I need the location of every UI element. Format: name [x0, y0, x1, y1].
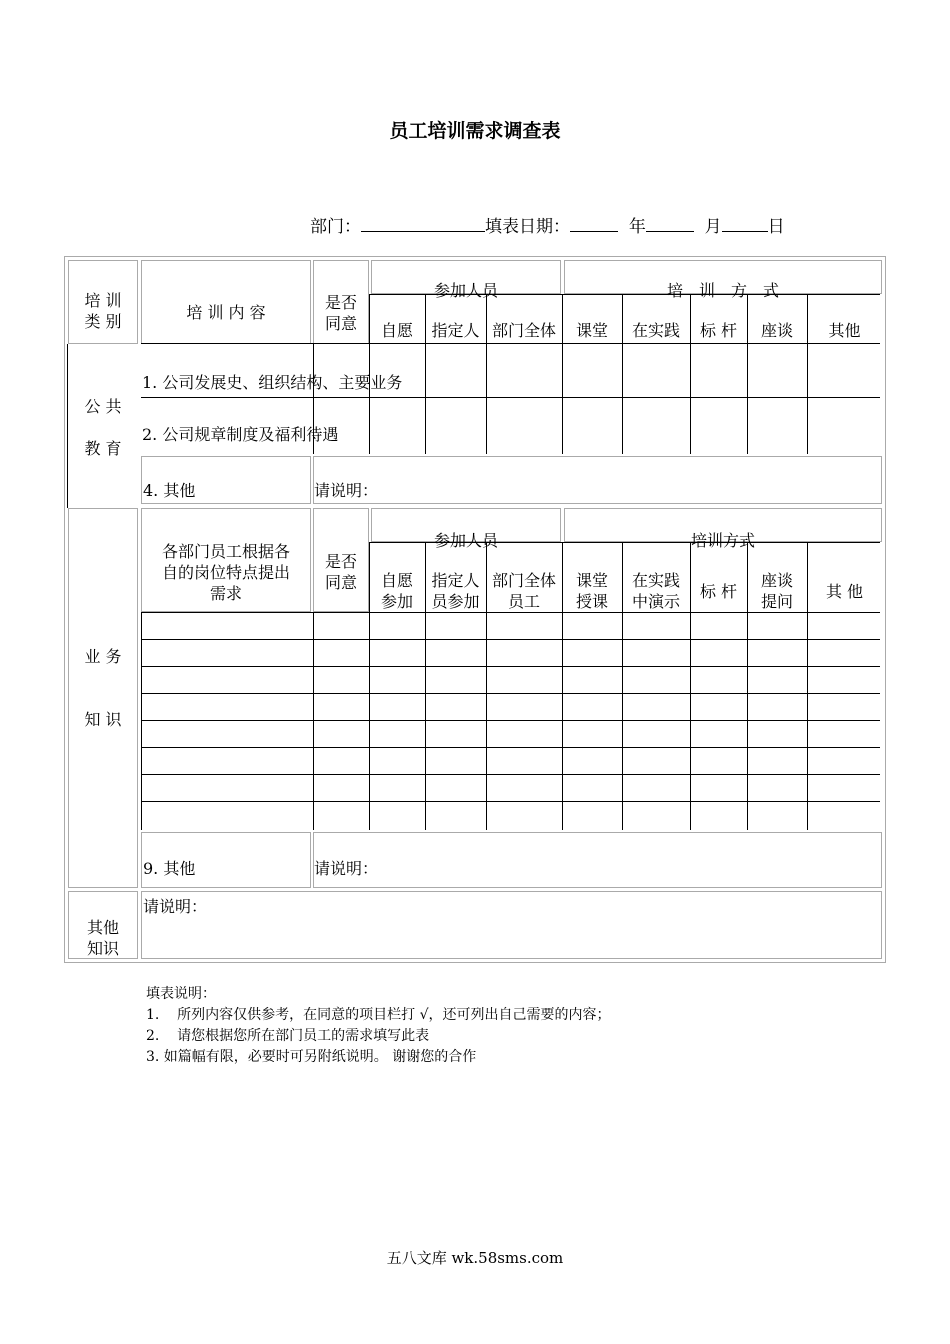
public-explain-label: 请说明： — [314, 481, 379, 500]
grid-line — [141, 639, 880, 640]
form-title: 员工培训需求调查表 — [389, 120, 561, 142]
other-explain-cell[interactable] — [141, 891, 882, 959]
business-option-other: 其 他 — [825, 582, 864, 601]
day-field[interactable] — [722, 215, 768, 232]
business-content-header: 各部门员工根据各 自的岗位特点提出 需求 — [161, 542, 290, 603]
grid-line — [313, 344, 314, 454]
grid-line — [622, 294, 623, 454]
option-practice: 在实践 — [631, 321, 680, 340]
option-whole-dept: 部门全体 — [491, 321, 556, 340]
participants-group-header: 参加人员 — [433, 281, 498, 300]
grid-line — [807, 294, 808, 454]
public-item-2: 2. 公司规章制度及福利待遇 — [142, 425, 339, 444]
year-label: 年 — [628, 217, 646, 237]
grid-line — [369, 294, 880, 295]
grid-line — [807, 542, 808, 830]
instruction-item: 1. 所列内容仅供参考，在同意的项目栏打 √，还可列出自己需要的内容； — [146, 1007, 611, 1023]
grid-line — [141, 666, 880, 667]
option-voluntary: 自愿 — [380, 321, 413, 340]
content-header: 培 训 内 容 — [186, 303, 266, 322]
option-benchmark: 标 杆 — [699, 321, 738, 340]
grid-line — [562, 294, 563, 454]
grid-line — [141, 720, 880, 721]
grid-line — [313, 612, 314, 830]
grid-line — [67, 344, 68, 508]
method-group-header: 培 训 方 式 — [666, 281, 779, 300]
business-other-label: 9. 其他 — [143, 859, 196, 878]
grid-line — [141, 774, 880, 775]
grid-line — [425, 294, 426, 454]
business-option-forum: 座谈 提问 — [760, 571, 793, 611]
grid-line — [141, 693, 880, 694]
footer-watermark: 五八文库 wk.58sms.com — [386, 1249, 564, 1267]
grid-line — [141, 397, 880, 398]
day-label: 日 — [767, 217, 785, 237]
option-forum: 座谈 — [760, 321, 793, 340]
public-explain-cell[interactable] — [313, 456, 882, 504]
grid-line — [369, 294, 370, 454]
business-explain-cell[interactable] — [313, 832, 882, 888]
option-assigned: 指定人 — [431, 321, 480, 340]
public-education-label: 公 共 教 育 — [84, 397, 122, 458]
year-field[interactable] — [570, 215, 618, 232]
form-header — [310, 212, 785, 237]
instructions — [146, 984, 611, 1068]
business-knowledge-label: 业 务 知 识 — [84, 647, 122, 729]
business-explain-label: 请说明： — [314, 859, 379, 878]
public-item-1: 1. 公司发展史、组织结构、主要业务 — [142, 373, 403, 392]
business-option-benchmark: 标 杆 — [699, 582, 738, 601]
grid-line — [690, 542, 691, 830]
date-label: 填表日期： — [485, 217, 570, 237]
grid-line — [141, 343, 880, 344]
grid-line — [141, 612, 880, 613]
public-other-label: 4. 其他 — [143, 481, 196, 500]
grid-line — [747, 294, 748, 454]
month-field[interactable] — [646, 215, 694, 232]
grid-line — [141, 612, 142, 830]
grid-line — [690, 294, 691, 454]
other-knowledge-label: 其他 知识 — [86, 918, 119, 958]
business-option-voluntary: 自愿 参加 — [380, 571, 413, 611]
agree-header: 是否 同意 — [324, 293, 357, 333]
grid-line — [486, 294, 487, 454]
grid-line — [747, 542, 748, 830]
category-header: 培 训 类 别 — [84, 291, 122, 331]
month-label: 月 — [704, 217, 722, 237]
instructions-heading: 填表说明： — [146, 986, 216, 1002]
instruction-item: 2. 请您根据您所在部门员工的需求填写此表 — [146, 1028, 430, 1044]
business-method-group-header: 培训方式 — [690, 531, 755, 550]
business-option-practice: 在实践 中演示 — [631, 571, 680, 611]
business-agree-header: 是否 同意 — [324, 552, 357, 592]
department-label: 部门： — [310, 217, 361, 237]
grid-line — [141, 801, 880, 802]
instruction-item: 3. 如篇幅有限，必要时可另附纸说明。 谢谢您的合作 — [146, 1049, 477, 1065]
business-option-whole-dept: 部门全体 员工 — [491, 571, 556, 611]
grid-line — [622, 542, 623, 830]
grid-line — [425, 542, 426, 830]
business-option-assigned: 指定人 员参加 — [431, 571, 480, 611]
grid-line — [369, 542, 880, 543]
business-option-classroom: 课堂 授课 — [575, 571, 608, 611]
department-field[interactable] — [361, 215, 485, 232]
grid-line — [562, 542, 563, 830]
grid-line — [369, 542, 370, 830]
option-classroom: 课堂 — [575, 321, 608, 340]
other-explain-label: 请说明： — [143, 897, 208, 916]
grid-line — [486, 542, 487, 830]
option-other: 其他 — [828, 321, 861, 340]
grid-line — [141, 747, 880, 748]
business-participants-group-header: 参加人员 — [433, 531, 498, 550]
